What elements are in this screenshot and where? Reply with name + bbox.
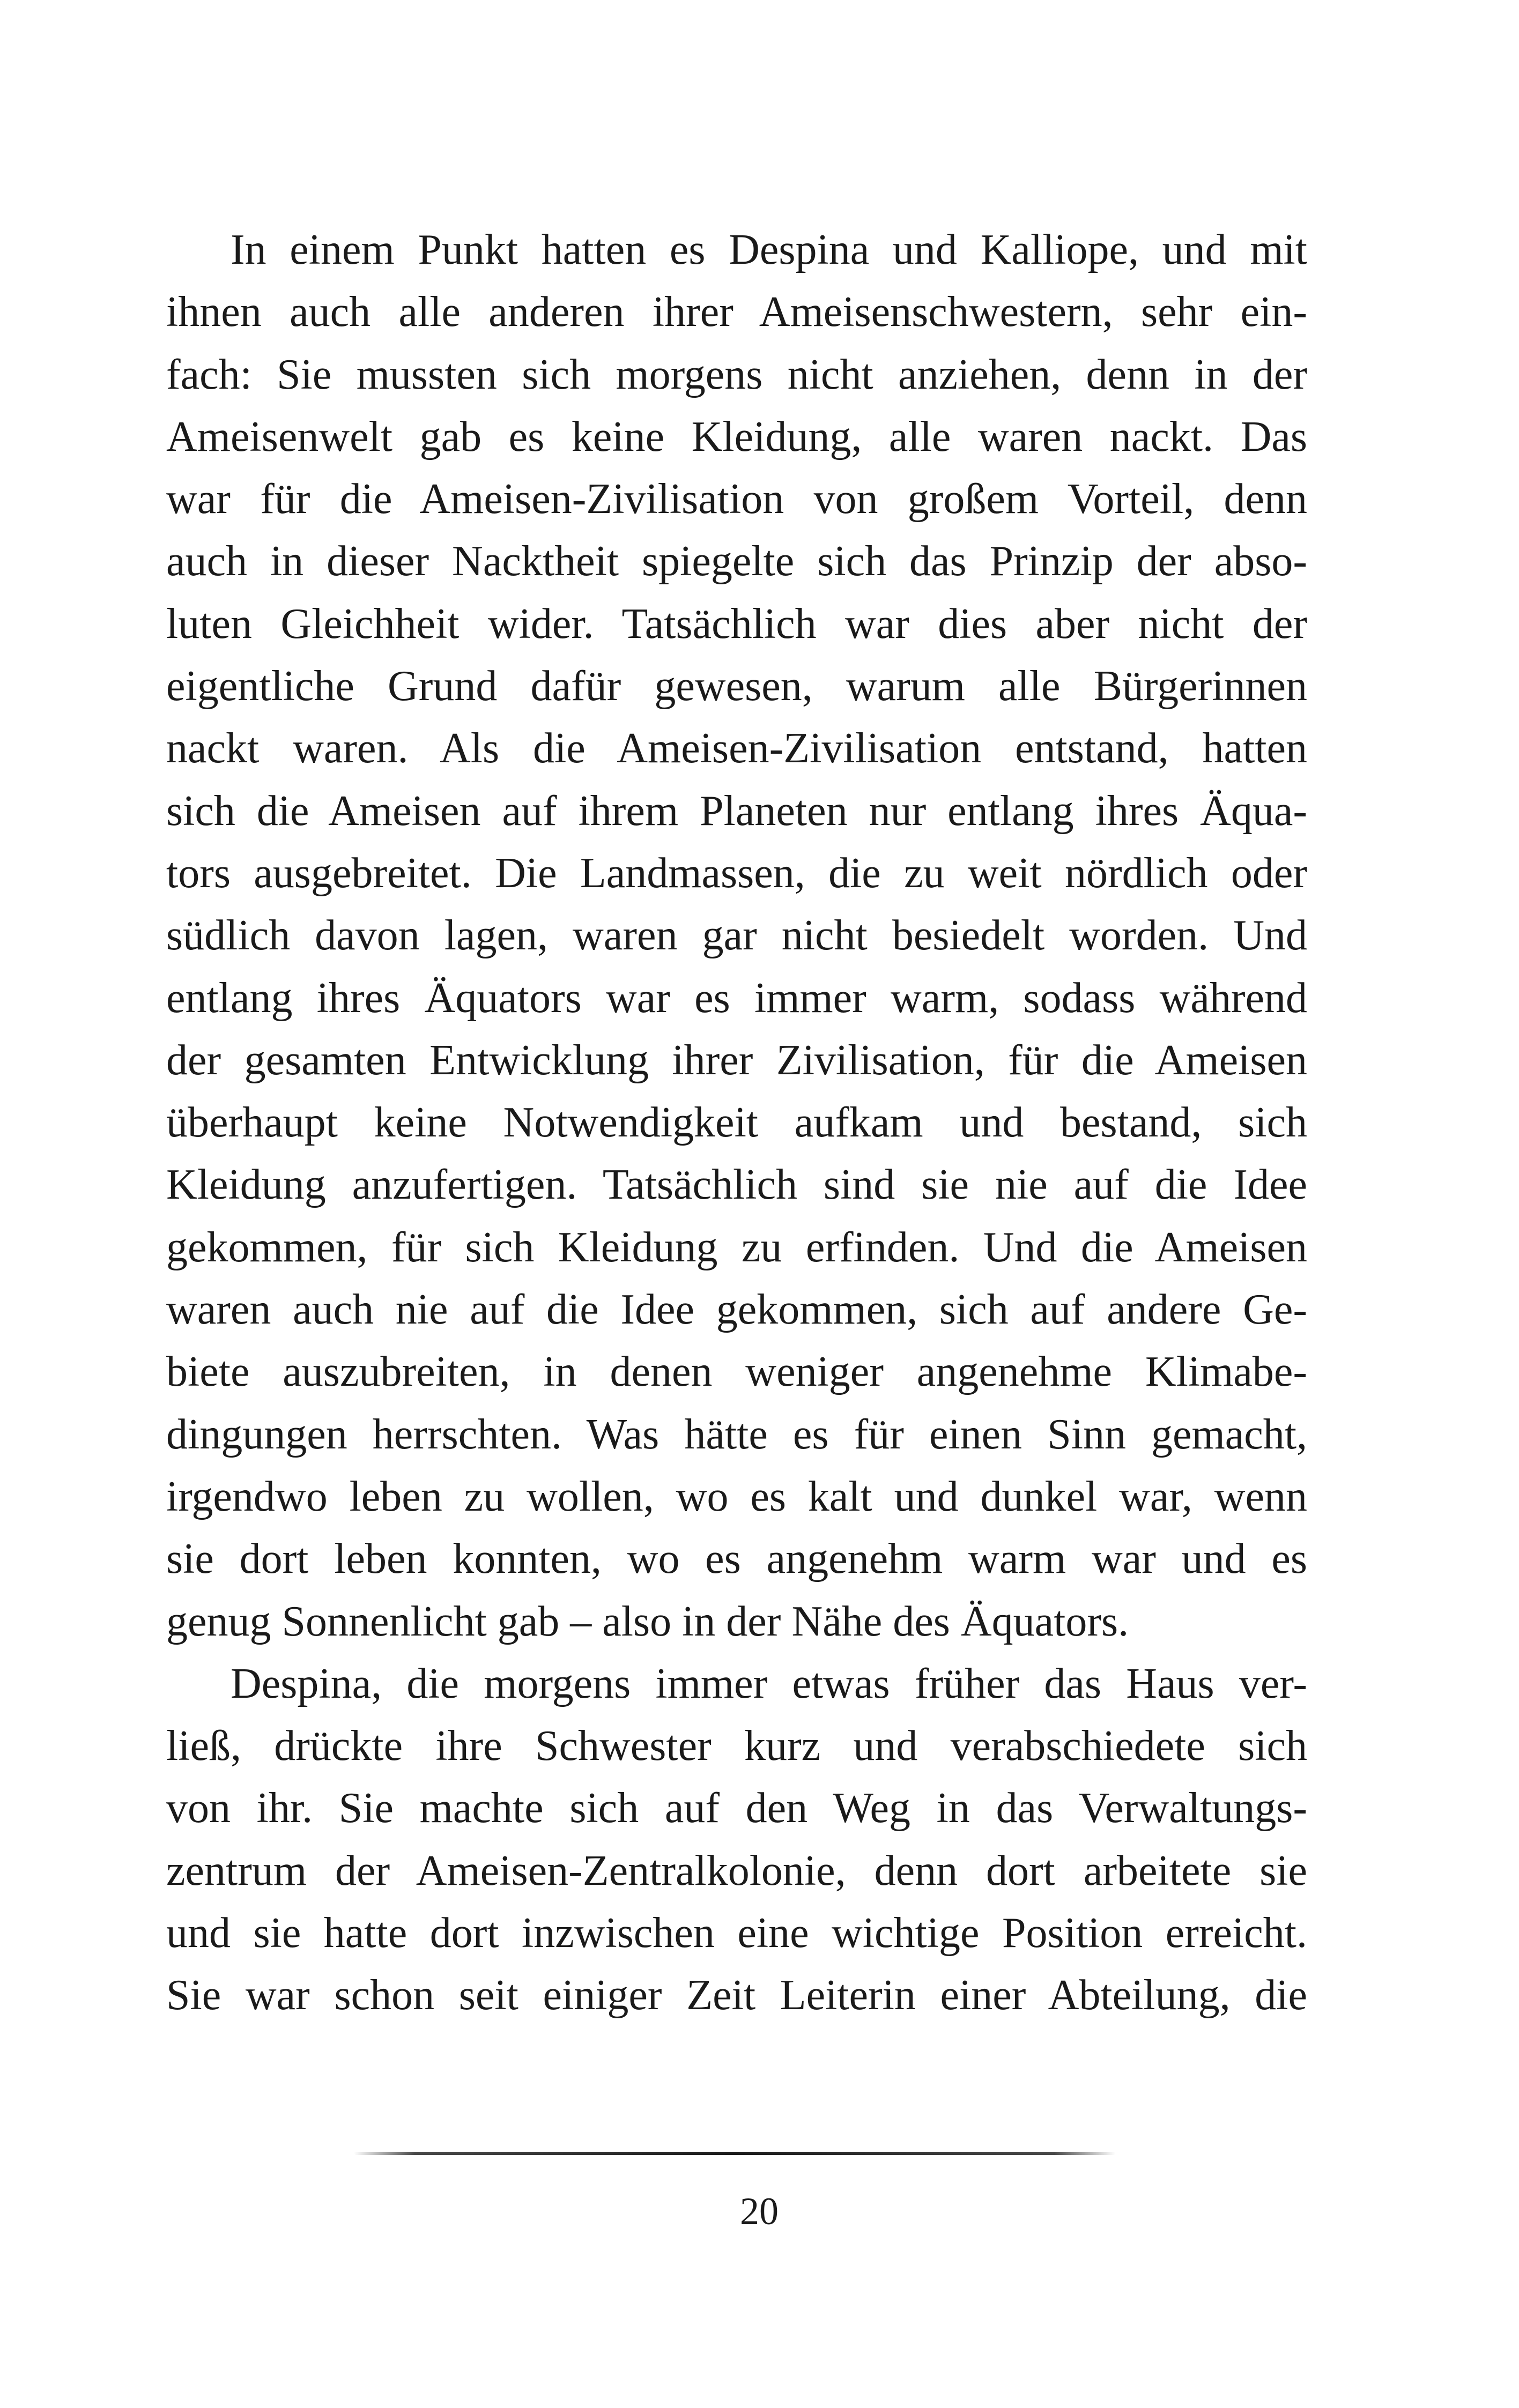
- text-line: tors ausgebreitet. Die Landmassen, die zu weit nördlich oder: [166, 849, 1307, 897]
- text-line: sich die Ameisen auf ihrem Planeten nur entlang ihres Äqua-: [166, 787, 1307, 835]
- text-line: war für die Ameisen-Zivilisation von großem Vorteil, denn: [166, 475, 1307, 523]
- text-line: irgendwo leben zu wollen, wo es kalt und dunkel war, wenn: [166, 1473, 1307, 1520]
- text-line: entlang ihres Äquators war es immer warm, sodass während: [166, 974, 1307, 1022]
- text-line: sie dort leben konnten, wo es angenehm warm war und es: [166, 1535, 1307, 1583]
- page-number: 20: [740, 2190, 779, 2233]
- text-line: eigentliche Grund dafür gewesen, warum alle Bürgerinnen: [166, 663, 1307, 710]
- text-line: ihnen auch alle anderen ihrer Ameisenschwestern, sehr ein-: [166, 288, 1307, 336]
- text-line: genug Sonnenlicht gab – also in der Nähe des Äquators.: [166, 1597, 1129, 1645]
- text-line: dingungen herrschten. Was hätte es für einen Sinn gemacht,: [166, 1410, 1307, 1458]
- text-line: fach: Sie mussten sich morgens nicht anziehen, denn in der: [166, 351, 1307, 398]
- text-line: biete auszubreiten, in denen weniger angenehme Klimabe-: [166, 1348, 1307, 1396]
- text-line: ließ, drückte ihre Schwester kurz und verabschiedete sich: [166, 1722, 1307, 1770]
- text-line: auch in dieser Nacktheit spiegelte sich das Prinzip der abso-: [166, 538, 1307, 585]
- text-line: In einem Punkt hatten es Despina und Kalliope, und mit: [231, 226, 1307, 273]
- text-line: gekommen, für sich Kleidung zu erfinden. Und die Ameisen: [166, 1223, 1307, 1271]
- text-line: Despina, die morgens immer etwas früher das Haus ver-: [231, 1660, 1307, 1707]
- text-line: der gesamten Entwicklung ihrer Zivilisation, für die Ameisen: [166, 1036, 1307, 1084]
- text-line: luten Gleichheit wider. Tatsächlich war dies aber nicht der: [166, 600, 1307, 648]
- text-line: nackt waren. Als die Ameisen-Zivilisation entstand, hatten: [166, 725, 1307, 772]
- body-text: [166, 219, 1307, 2027]
- text-line: Sie war schon seit einiger Zeit Leiterin einer Abteilung, die: [166, 1972, 1307, 2019]
- text-line: Ameisenwelt gab es keine Kleidung, alle waren nackt. Das: [166, 413, 1307, 460]
- paragraph-2: [166, 1653, 1307, 2027]
- text-line: zentrum der Ameisen-Zentralkolonie, denn dort arbeitete sie: [166, 1847, 1307, 1894]
- paragraph-1: [166, 219, 1307, 1653]
- text-line: und sie hatte dort inzwischen eine wichtige Position erreicht.: [166, 1909, 1307, 1957]
- text-line: von ihr. Sie machte sich auf den Weg in das Verwaltungs-: [166, 1785, 1307, 1832]
- text-line: überhaupt keine Notwendigkeit aufkam und bestand, sich: [166, 1099, 1307, 1147]
- text-line: südlich davon lagen, waren gar nicht besiedelt worden. Und: [166, 912, 1307, 960]
- footer-divider: [354, 2152, 1115, 2155]
- text-line: Kleidung anzufertigen. Tatsächlich sind sie nie auf die Idee: [166, 1161, 1307, 1209]
- text-line: waren auch nie auf die Idee gekommen, sich auf andere Ge-: [166, 1286, 1307, 1334]
